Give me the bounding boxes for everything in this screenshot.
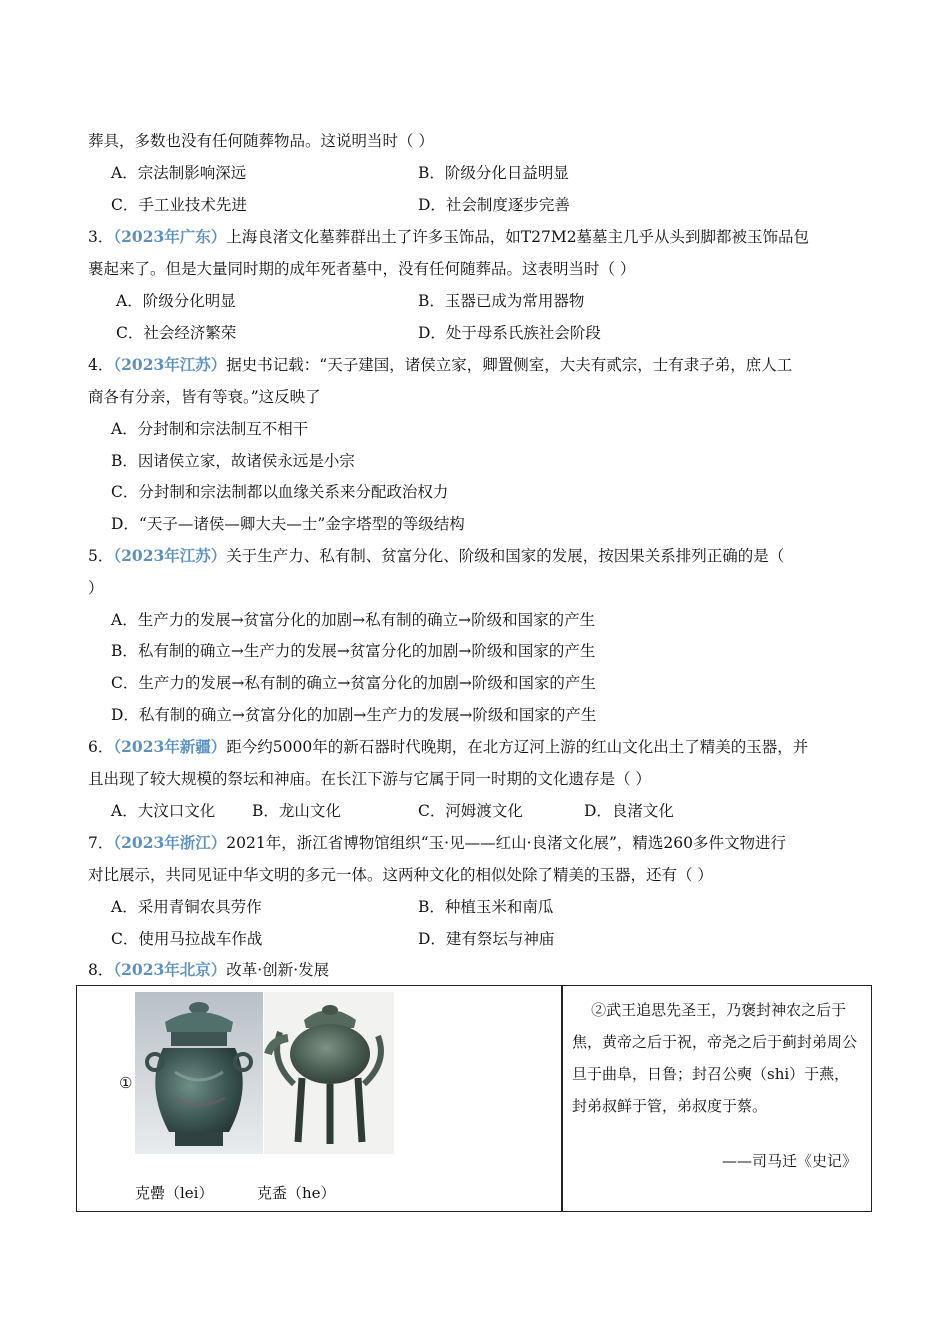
question-7-line-2: 对比展示，共同见证中华文明的多元一体。这两种文化的相似处除了精美的玉器，还有（ ） bbox=[88, 866, 713, 884]
question-7-line-1 bbox=[88, 832, 786, 854]
q3-option-a[interactable]: A．阶级分化明显 bbox=[116, 292, 236, 310]
question-5-line-2: ） bbox=[88, 579, 104, 597]
question-text: 2021年，浙江省博物馆组织“玉·见——红山·良渚文化展”，精选260多件文物进行 bbox=[226, 834, 787, 852]
question-number: 4． bbox=[88, 356, 114, 374]
question-8-line-1 bbox=[88, 959, 329, 981]
q6-option-a[interactable]: A．大汶口文化 bbox=[111, 802, 216, 820]
q7-option-c[interactable]: C．使用马拉战车作战 bbox=[111, 930, 263, 948]
q6-option-d[interactable]: D．良渚文化 bbox=[584, 802, 674, 820]
question-number: 6． bbox=[88, 738, 114, 756]
shiji-quote-text: ②武王追思先圣王，乃褒封神农之后于焦，黄帝之后于祝，帝尧之后于蓟封弟周公旦于曲阜，日鲁；封召公奭（shi）于燕，封弟叔鲜于管，弟叔度于蔡。 bbox=[572, 1001, 858, 1115]
q5-option-c[interactable]: C．生产力的发展→私有制的确立→贫富分化的加剧→阶级和国家的产生 bbox=[111, 674, 596, 692]
table-divider bbox=[561, 986, 563, 1211]
question-text: 关于生产力、私有制、贫富分化、阶级和国家的发展，按因果关系排列正确的是（ bbox=[226, 547, 785, 565]
ke-he-vessel-image bbox=[264, 992, 394, 1154]
q2-option-a[interactable]: A．宗法制影响深远 bbox=[111, 164, 247, 182]
ke-lei-caption: 克罍（lei） bbox=[135, 1184, 214, 1202]
q3-option-c[interactable]: C．社会经济繁荣 bbox=[116, 324, 237, 342]
question-number: 8． bbox=[88, 961, 114, 979]
q2-option-d[interactable]: D．社会制度逐步完善 bbox=[418, 196, 570, 214]
material-table bbox=[76, 985, 872, 1212]
shiji-quote bbox=[572, 994, 862, 1122]
source-tag: （2023年北京） bbox=[113, 960, 227, 979]
question-title: 改革·创新·发展 bbox=[226, 961, 330, 979]
ke-lei-vessel-image bbox=[135, 992, 263, 1154]
ke-he-caption: 克盉（he） bbox=[257, 1184, 336, 1202]
q5-option-d[interactable]: D．私有制的确立→贫富分化的加剧→生产力的发展→阶级和国家的产生 bbox=[111, 706, 597, 724]
q6-option-b[interactable]: B．龙山文化 bbox=[252, 802, 341, 820]
question-text: 距今约5000年的新石器时代晚期，在北方辽河上游的红山文化出土了精美的玉器，并 bbox=[226, 738, 809, 756]
question-number: 7． bbox=[88, 834, 114, 852]
question-6-line-2: 且出现了较大规模的祭坛和神庙。在长江下游与它属于同一时期的文化遗存是（ ） bbox=[88, 770, 651, 788]
q7-option-d[interactable]: D．建有祭坛与神庙 bbox=[418, 930, 555, 948]
q2-option-b[interactable]: B．阶级分化日益明显 bbox=[418, 164, 569, 182]
q7-option-a[interactable]: A．采用青铜农具劳作 bbox=[111, 898, 262, 916]
question-5-line-1 bbox=[88, 545, 784, 567]
question-4-line-2: 商各有分亲，皆有等衰。”这反映了 bbox=[88, 388, 321, 406]
q5-option-a[interactable]: A．生产力的发展→贫富分化的加剧→私有制的确立→阶级和国家的产生 bbox=[111, 611, 596, 629]
q5-option-b[interactable]: B．私有制的确立→生产力的发展→贫富分化的加剧→阶级和国家的产生 bbox=[111, 642, 596, 660]
question-number: 5． bbox=[88, 547, 114, 565]
source-tag: （2023年浙江） bbox=[113, 833, 227, 852]
source-tag: （2023年江苏） bbox=[113, 355, 227, 374]
question-text: 上海良渚文化墓葬群出土了许多玉饰品，如T27M2墓墓主几乎从头到脚都被玉饰品包 bbox=[226, 228, 810, 246]
q4-option-a[interactable]: A．分封制和宗法制互不相干 bbox=[111, 420, 309, 438]
q3-option-d[interactable]: D．处于母系氏族社会阶段 bbox=[418, 324, 601, 342]
question-3-line-2: 裹起来了。但是大量同时期的成年死者墓中，没有任何随葬品。这表明当时（ ） bbox=[88, 260, 636, 278]
source-tag: （2023年新疆） bbox=[113, 737, 227, 756]
question-4-line-1 bbox=[88, 354, 792, 376]
source-tag: （2023年广东） bbox=[113, 227, 227, 246]
q3-option-b[interactable]: B．玉器已成为常用器物 bbox=[418, 292, 585, 310]
question-text: 据史书记载：“天子建国，诸侯立家，卿置侧室，大夫有贰宗，士有隶子弟，庶人工 bbox=[226, 356, 793, 374]
source-tag: （2023年江苏） bbox=[113, 546, 227, 565]
question-3-line-1 bbox=[88, 226, 809, 248]
q4-option-c[interactable]: C．分封制和宗法制都以血缘关系来分配政治权力 bbox=[111, 483, 449, 501]
material-marker-1: ① bbox=[119, 1074, 133, 1092]
q2-option-c[interactable]: C．手工业技术先进 bbox=[111, 196, 247, 214]
quote-source: ——司马迁《史记》 bbox=[721, 1152, 857, 1170]
question-6-line-1 bbox=[88, 736, 808, 758]
question-number: 3． bbox=[88, 228, 114, 246]
question-2-stem-tail: 葬具，多数也没有任何随葬物品。这说明当时（ ） bbox=[88, 132, 434, 150]
q7-option-b[interactable]: B．种植玉米和南瓜 bbox=[418, 898, 554, 916]
q6-option-c[interactable]: C．河姆渡文化 bbox=[418, 802, 523, 820]
q4-option-d[interactable]: D．“天子—诸侯—卿大夫—士”金字塔型的等级结构 bbox=[111, 515, 465, 533]
q4-option-b[interactable]: B．因诸侯立家，故诸侯永远是小宗 bbox=[111, 452, 355, 470]
